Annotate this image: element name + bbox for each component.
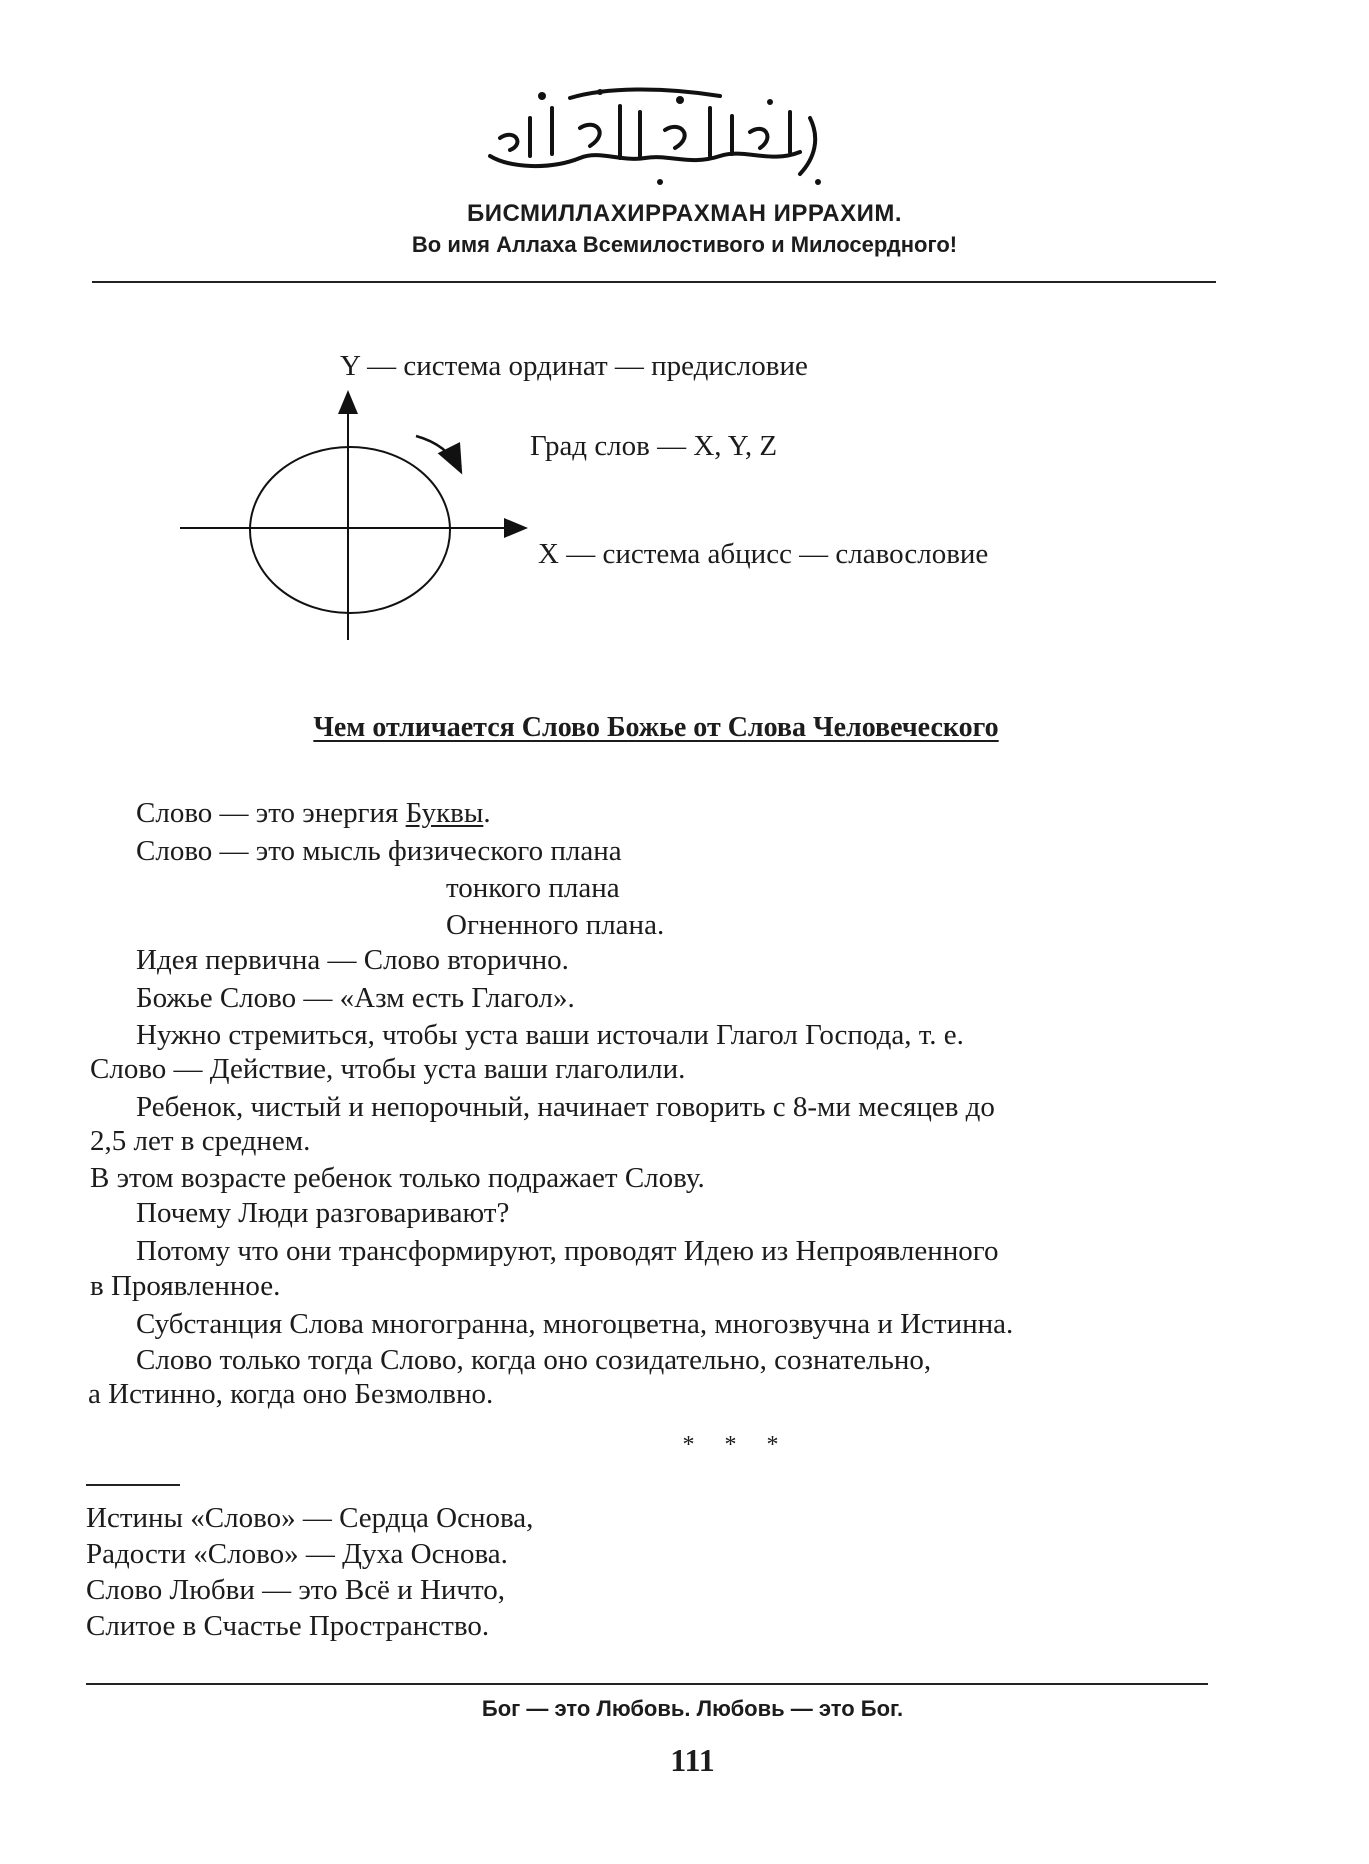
heading-translation: Во имя Аллаха Всемилостивого и Милосердного! xyxy=(411,232,958,257)
center-label: Град слов — X, Y, Z xyxy=(530,430,778,462)
body-line: Слово — это мысль физического плана xyxy=(136,835,622,867)
poem-line: Слитое в Счастье Пространство. xyxy=(86,1610,490,1642)
bismillah-calligraphy xyxy=(470,78,840,190)
poem xyxy=(86,1500,533,1644)
bottom-divider xyxy=(86,1683,1208,1685)
paragraph-line: в Проявленное. xyxy=(90,1270,281,1302)
coordinate-diagram xyxy=(170,340,1070,650)
text-span: Слово — это энергия xyxy=(136,797,406,829)
body-line: Божье Слово — «Азм есть Глагол». xyxy=(136,982,575,1014)
page-footer: Бог — это Любовь. Любовь — это Бог. xyxy=(481,1696,904,1721)
heading-bismillah: БИСМИЛЛАХИРРАХМАН ИРРАХИМ. xyxy=(466,200,902,227)
poem-line: Слово Любви — это Всё и Ничто, xyxy=(86,1574,506,1606)
page-number: 111 xyxy=(670,1742,715,1778)
paragraph-line: В этом возрасте ребенок только подражает Слову. xyxy=(90,1162,705,1194)
x-axis-label: X — система абцисс — славословие xyxy=(538,538,989,570)
paragraph-line: Нужно стремиться, чтобы уста ваши источали Глагол Господа, т. е. xyxy=(136,1019,964,1051)
paragraph-line: Ребенок, чистый и непорочный, начинает говорить с 8-ми месяцев до xyxy=(136,1091,995,1123)
body-line: тонкого плана xyxy=(446,872,620,904)
body-line xyxy=(136,797,491,830)
paragraph-line: Слово — Действие, чтобы уста ваши глаголили. xyxy=(90,1053,686,1085)
underlined-word: Буквы xyxy=(405,797,484,829)
y-axis-label: Y — система ординат — предисловие xyxy=(340,350,808,382)
paragraph-line: Почему Люди разговаривают? xyxy=(136,1197,510,1229)
paragraph-line: Потому что они трансформируют, проводят Идею из Непроявленного xyxy=(136,1235,999,1267)
body-line: Огненного плана. xyxy=(446,909,665,941)
poem-line: Истины «Слово» — Сердца Основа, xyxy=(86,1502,534,1534)
top-divider xyxy=(92,281,1216,283)
circle xyxy=(250,447,450,613)
poem-line: Радости «Слово» — Духа Основа. xyxy=(86,1538,508,1570)
paragraph-line: Слово только тогда Слово, когда оно созидательно, сознательно, xyxy=(136,1344,932,1376)
section-title: Чем отличается Слово Божье от Слова Человеческого xyxy=(313,712,999,743)
paragraph-line: Субстанция Слова многогранна, многоцветна, многозвучна и Истинна. xyxy=(136,1308,1014,1340)
body-line: Идея первична — Слово вторично. xyxy=(136,944,569,976)
text-span: . xyxy=(483,797,491,829)
footnote-divider xyxy=(86,1484,180,1486)
rotation-arrow-icon xyxy=(416,436,460,470)
paragraph-line: 2,5 лет в среднем. xyxy=(90,1125,311,1157)
section-separator: * * * xyxy=(682,1432,791,1458)
paragraph-line: а Истинно, когда оно Безмолвно. xyxy=(88,1378,494,1410)
